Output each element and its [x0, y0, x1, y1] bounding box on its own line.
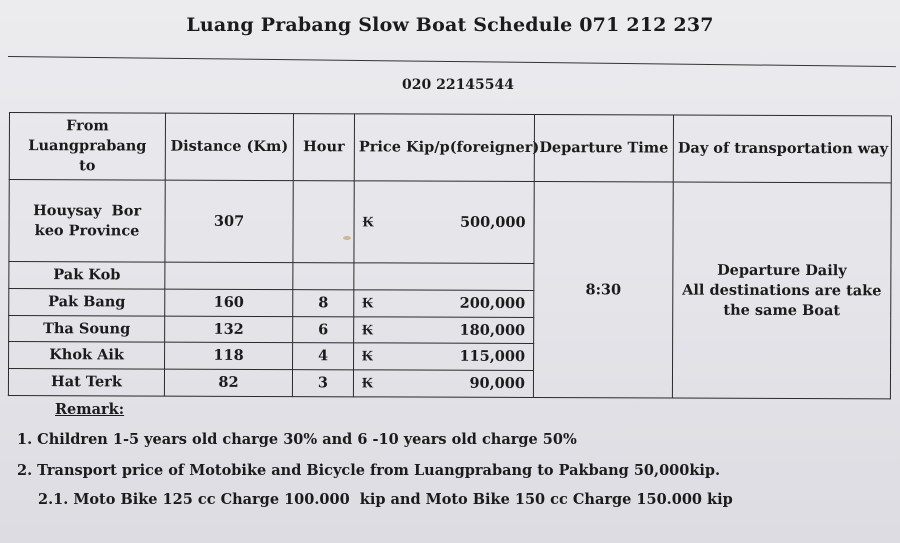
price-amount: 115,000: [459, 348, 526, 366]
hour-cell: [293, 263, 354, 290]
destination-cell: [9, 180, 165, 263]
paper-stain: [343, 236, 351, 240]
header-distance: Distance (Km): [165, 113, 293, 180]
remark-note: 2.1. Moto Bike 125 cc Charge 100.000 kip and Moto Bike 150 cc Charge 150.000 kip: [38, 491, 733, 508]
remark-heading: Remark:: [55, 401, 125, 418]
transport-day-line: All destinations are take: [682, 281, 882, 299]
distance-cell: 307: [165, 180, 293, 263]
destination-cell: Pak Kob: [9, 262, 165, 289]
price-cell: [354, 263, 534, 290]
destination-line: keo Province: [34, 221, 140, 240]
header-from: From Luangprabang to: [9, 113, 165, 181]
header-departure-time: Departure Time: [534, 115, 673, 183]
distance-cell: 132: [165, 316, 293, 343]
destination-cell: Khok Aik: [9, 342, 165, 369]
kip-symbol: ₭: [361, 374, 374, 392]
kip-symbol: ₭: [362, 212, 374, 231]
destination-cell: Hat Terk: [8, 369, 164, 396]
departure-time-cell: 8:30: [533, 182, 673, 399]
hour-cell: 8: [293, 290, 354, 317]
transport-day-line: Departure Daily: [717, 261, 847, 279]
header-day-of-transportation: Day of transportation way: [673, 115, 891, 183]
destination-cell: Tha Soung: [9, 315, 165, 342]
schedule-table: [8, 112, 892, 399]
price-cell: [353, 370, 533, 397]
kip-symbol: ₭: [362, 294, 374, 312]
table-row: [9, 180, 891, 266]
price-cell: [354, 290, 534, 317]
remark-note: 2. Transport price of Motobike and Bicycle from Luangprabang to Pakbang 50,000kip.: [17, 462, 721, 479]
transport-day-cell: [672, 182, 891, 399]
price-cell: [354, 317, 534, 344]
secondary-phone: 020 22145544: [401, 77, 515, 93]
price-cell: [354, 343, 534, 370]
price-amount: 180,000: [459, 321, 526, 339]
hour-cell: 6: [293, 316, 354, 343]
hour-cell: 3: [292, 370, 353, 397]
price-amount: 200,000: [459, 294, 526, 312]
kip-symbol: ₭: [362, 347, 374, 365]
page-title: Luang Prabang Slow Boat Schedule 071 212 237: [186, 14, 714, 36]
table-header-row: [9, 113, 891, 183]
header-price: Price Kip/p(foreigner): [354, 114, 534, 182]
kip-symbol: ₭: [362, 320, 374, 339]
distance-cell: [165, 262, 293, 289]
distance-cell: 82: [164, 369, 292, 396]
transport-day-line: the same Boat: [723, 301, 841, 319]
hour-cell: 4: [293, 343, 354, 370]
destination-cell: Pak Bang: [9, 289, 165, 316]
price-amount: 90,000: [469, 374, 525, 393]
destination-line: Houysay Bor: [33, 201, 142, 220]
remark-note: 1. Children 1-5 years old charge 30% and 6 -10 years old charge 50%: [17, 431, 577, 448]
hour-cell: [293, 181, 354, 264]
title-divider: [8, 56, 896, 67]
price-cell: [354, 181, 534, 264]
header-hour: Hour: [293, 114, 354, 181]
price-amount: 500,000: [459, 213, 526, 231]
distance-cell: 160: [165, 289, 293, 316]
distance-cell: 118: [165, 343, 293, 370]
